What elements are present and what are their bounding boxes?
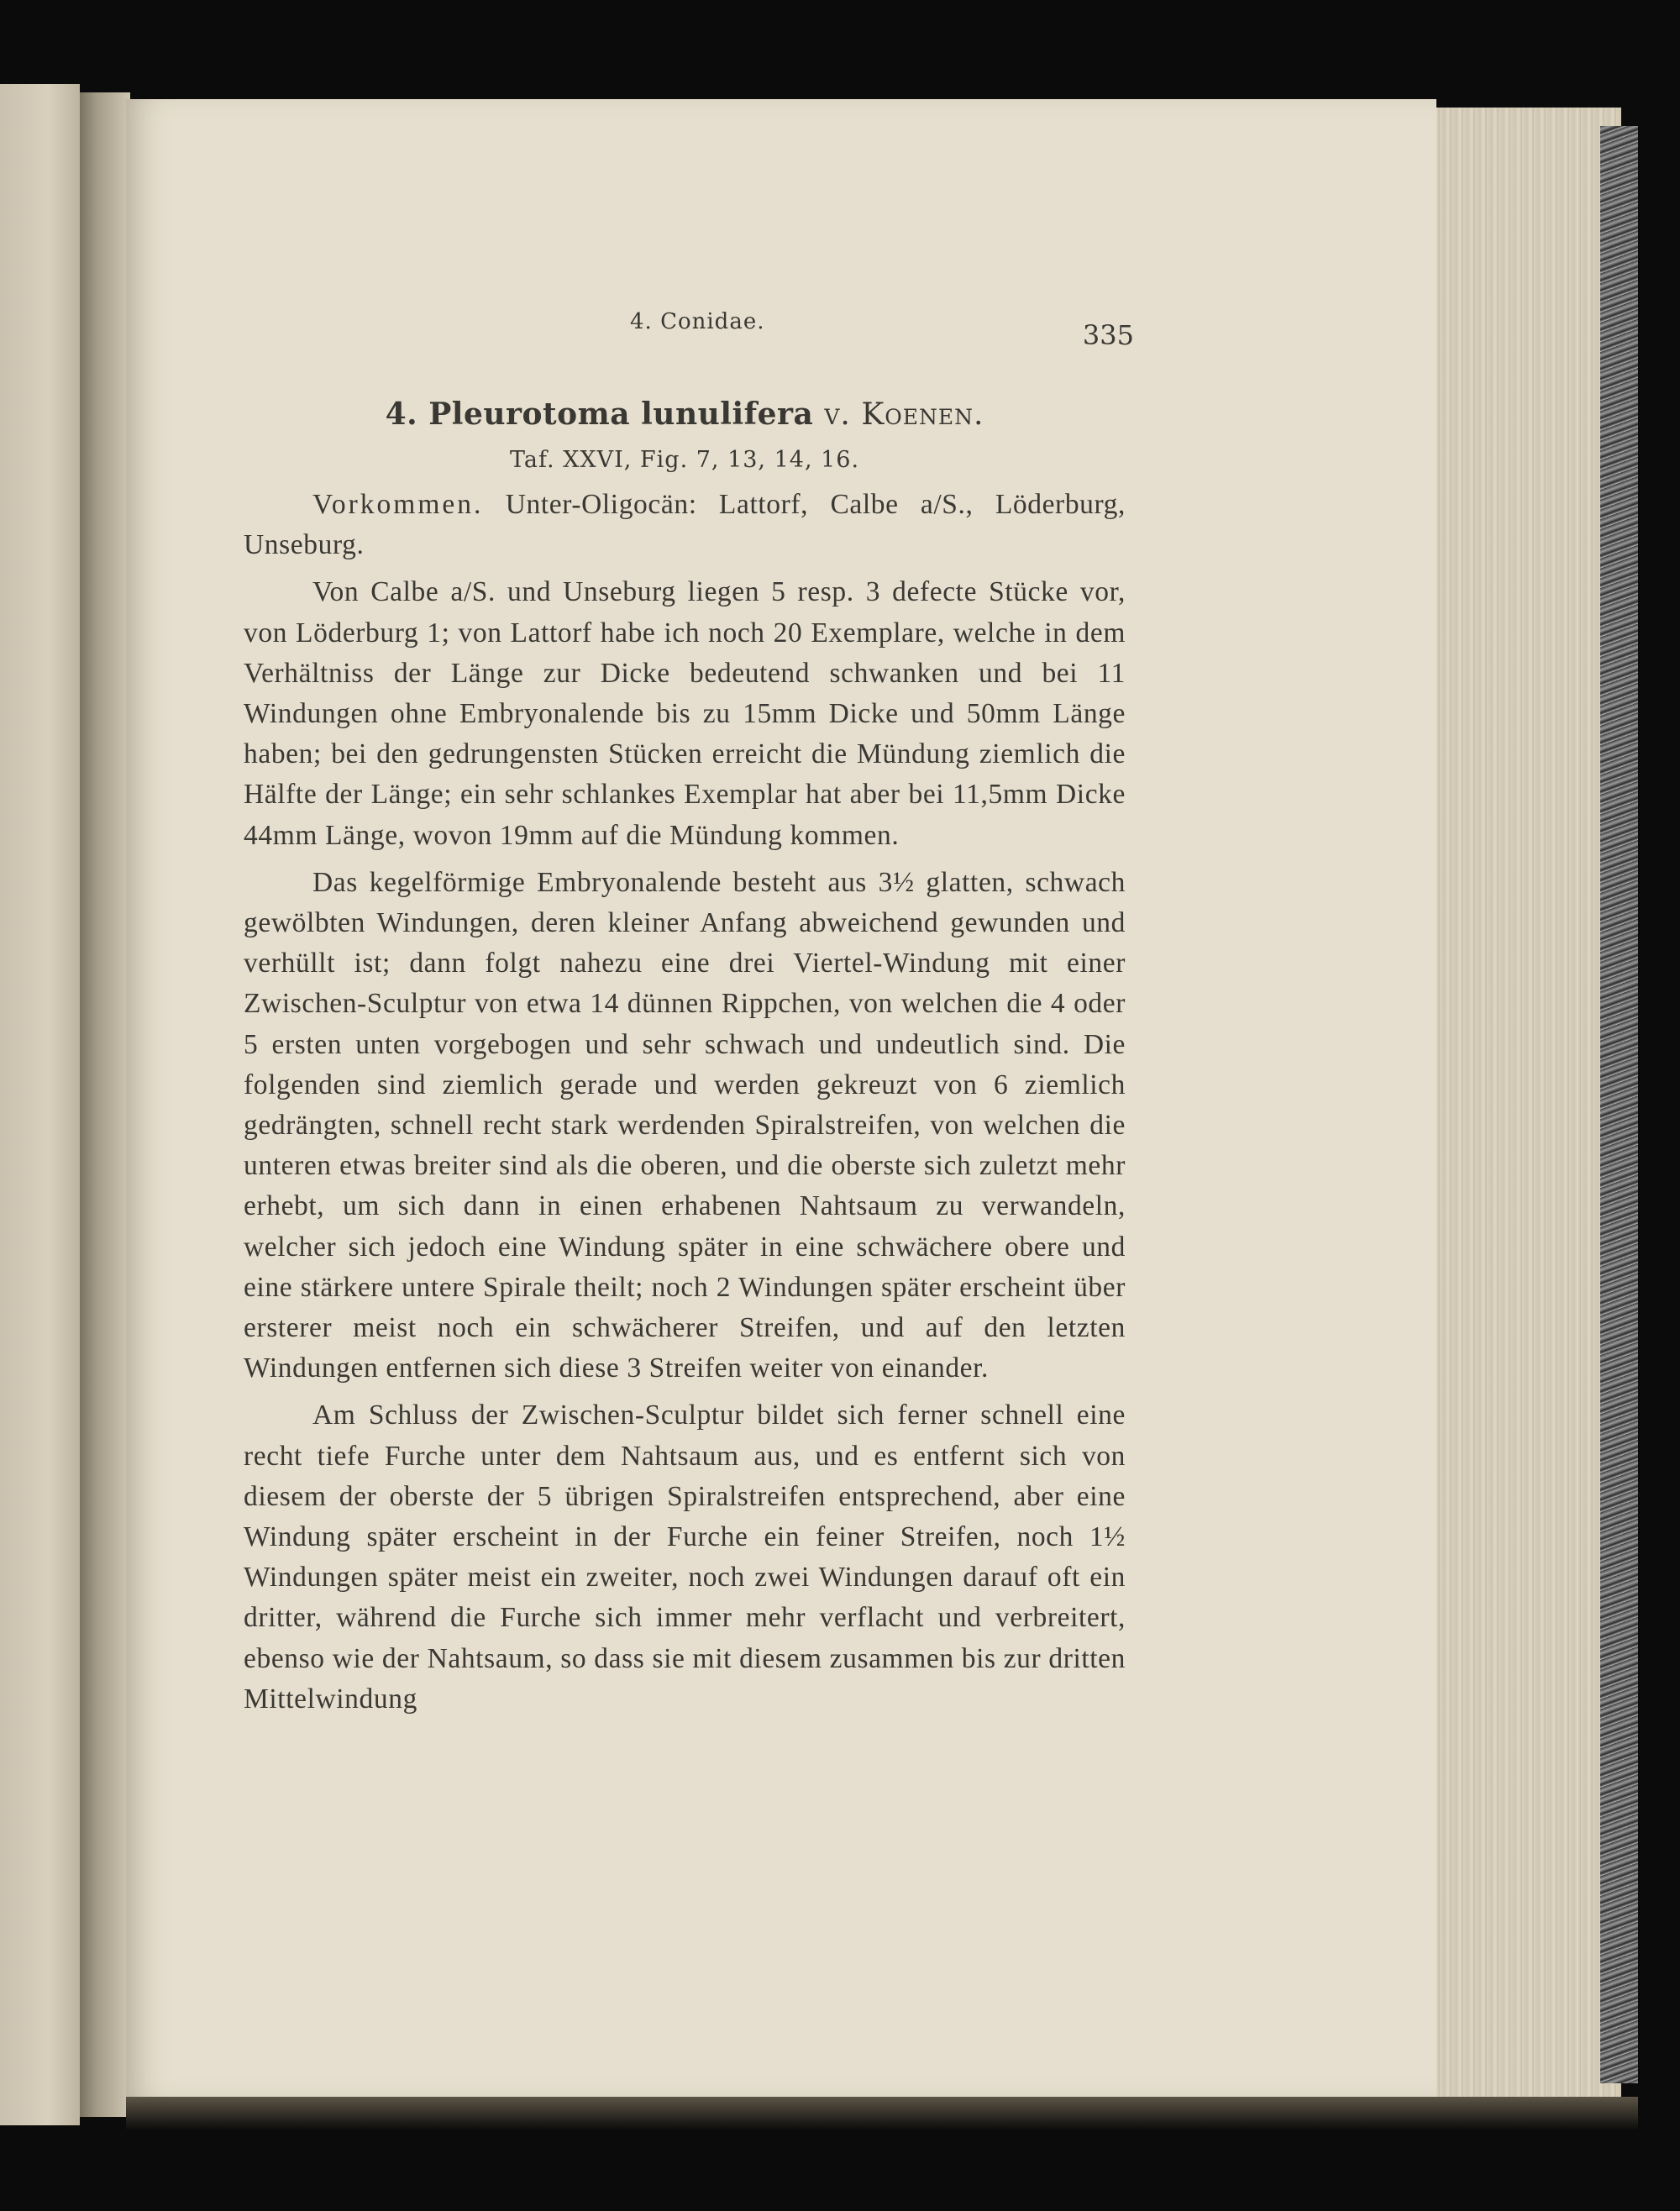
species-name: 4. Pleurotoma lunulifera xyxy=(385,397,814,432)
paragraph-embryonal: Das kegelförmige Embryonalende besteht aus 3½ glatten, schwach gewölbten Windungen, deren kleiner Anfang abweichend gewunden und verhüllt ist; dann folgt nahezu eine drei Viertel-Windung mit einer Zwischen-Sculptur von etwa 14 dünnen Rippchen, von welchen die 4 oder 5 ersten unten vorgebogen und sehr schwach und undeutlich sind. Die folgenden sind ziemlich gerade und werden gekreuzt von 6 ziemlich gedrängten, schnell recht stark werdenden Spiralstreifen, von welchen die unteren etwas breiter sind als die oberen, und die oberste sich zuletzt mehr erhebt, um sich dann in einen erhabenen Nahtsaum zu verwandeln, welcher sich jedoch eine Windung später in eine schwächere obere und eine stärkere untere Spirale theilt; noch 2 Windungen später erscheint über ersterer meist noch ein schwächerer Streifen, und auf den letzten Windungen entfernen sich diese 3 Streifen weiter von einander. xyxy=(244,866,1126,1384)
occurrence-text: Unter-Oligocän: Lattorf, Calbe a/S., Löderburg, Unseburg. xyxy=(244,489,1126,561)
page-bottom-shadow xyxy=(126,2097,1638,2130)
plate-reference: Taf. XXVI, Fig. 7, 13, 14, 16. xyxy=(509,447,860,473)
occurrence-label: Vorkommen. xyxy=(312,489,484,520)
species-heading xyxy=(244,397,1126,432)
running-head xyxy=(244,302,1134,353)
page-number: 335 xyxy=(1082,319,1134,351)
paragraph-specimens: Von Calbe a/S. und Unseburg liegen 5 resp. 3 defecte Stücke vor, von Löderburg 1; von Lattorf habe ich noch 20 Exemplare, welche in dem Verhältniss der Länge zur Dicke bedeutend schwanken und bei 11 Windungen ohne Embryonalende bis zu 15mm Dicke und 50mm Länge haben; bei den gedrungensten Stücken erreicht die Mündung ziemlich die Hälfte der Länge; ein sehr schlankes Exemplar hat aber bei 11,5mm Dicke 44mm Länge, wovon 19mm auf die Mündung kommen. xyxy=(244,576,1126,851)
paragraph-sculpture: Am Schluss der Zwischen-Sculptur bildet sich ferner schnell eine recht tiefe Furche unter dem Nahtsaum aus, und es entfernt sich von diesem der oberste der 5 übrigen Spiralstreifen entsprechend, aber eine Windung später erscheint in der Furche ein feiner Streifen, noch 1½ Windungen später meist ein zweiter, noch zwei Windungen darauf oft ein dritter, während die Furche sich immer mehr verflacht und verbreitert, ebenso wie der Nahtsaum, so dass sie mit diesem zusammen bis zur dritten Mittelwindung xyxy=(244,1400,1126,1715)
page-edges xyxy=(1428,108,1621,2098)
page-text xyxy=(244,302,1134,1720)
species-author: v. Koenen. xyxy=(824,397,984,432)
facing-page-edge xyxy=(0,84,80,2125)
running-title: 4. Conidae. xyxy=(630,309,765,334)
paragraph-occurrence xyxy=(244,485,1126,565)
marbled-cover-edge xyxy=(1600,126,1638,2083)
book-gutter xyxy=(80,92,130,2117)
